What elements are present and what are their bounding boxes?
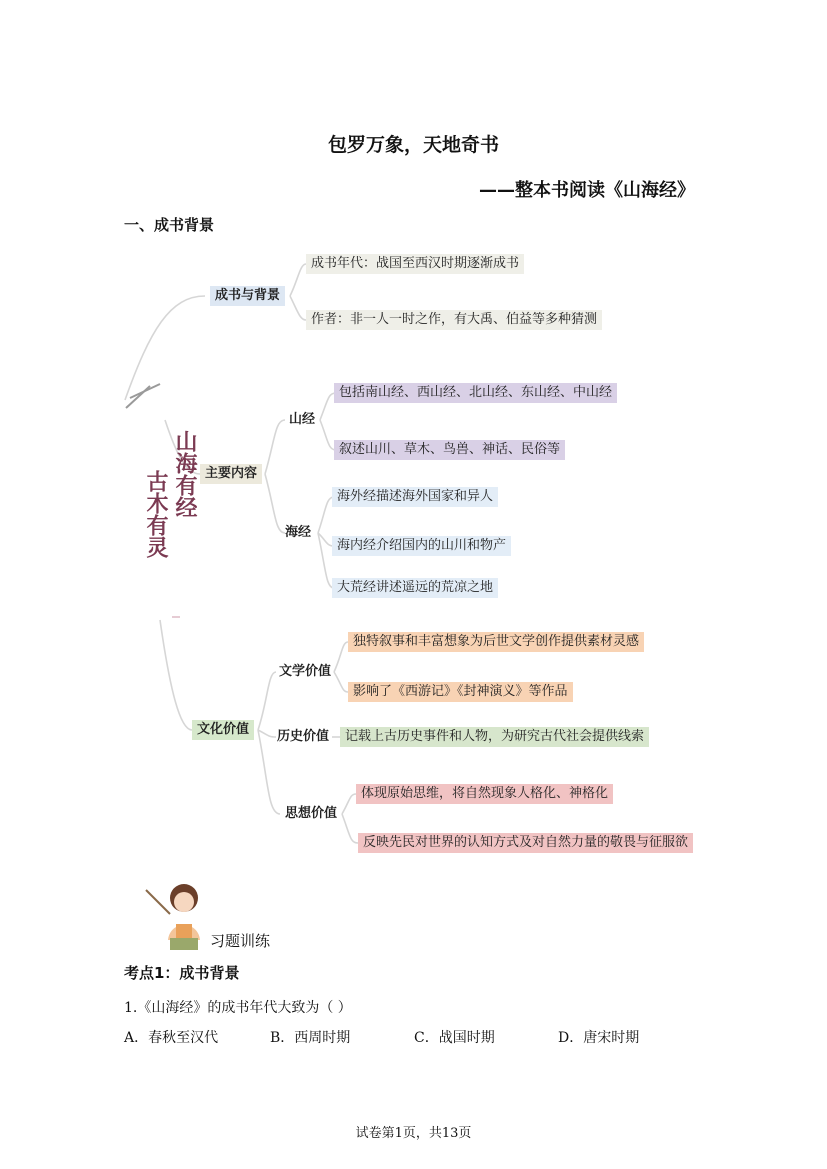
leaf-author: 作者：非一人一时之作，有大禹、伯益等多种猜测 <box>306 310 602 330</box>
document-subtitle: ——整本书阅读《山海经》 <box>479 180 695 201</box>
sub-label-historical: 历史价值 <box>277 729 330 744</box>
leaf-literary-2: 影响了《西游记》《封神演义》等作品 <box>348 682 573 702</box>
leaf-thought-1: 体现原始思维，将自然现象人格化、神格化 <box>356 784 613 804</box>
page-footer: 试卷第1页，共13页 <box>355 1126 472 1141</box>
section-heading: 一、成书背景 <box>124 216 215 234</box>
sub-label-haijing: 海经 <box>285 525 312 540</box>
leaf-shanjing-2: 叙述山川、草木、鸟兽、神话、民俗等 <box>334 440 565 460</box>
leaf-shanjing-1: 包括南山经、西山经、北山经、东山经、中山经 <box>334 383 617 403</box>
leaf-haijing-3: 大荒经讲述遥远的荒凉之地 <box>332 578 498 598</box>
teacher-illustration <box>140 880 210 952</box>
branch-label-background: 成书与背景 <box>210 286 285 306</box>
calligraphy-right: 山海有经 <box>172 430 198 518</box>
practice-label: 习题训练 <box>210 932 271 950</box>
option-d[interactable]: D．唐宋时期 <box>558 1030 640 1046</box>
leaf-historical-1: 记载上古历史事件和人物，为研究古代社会提供线索 <box>340 727 649 747</box>
leaf-haijing-1: 海外经描述海外国家和异人 <box>332 487 498 507</box>
option-b[interactable]: B．西周时期 <box>270 1030 351 1046</box>
leaf-haijing-2: 海内经介绍国内的山川和物产 <box>332 536 511 556</box>
leaf-literary-1: 独特叙事和丰富想象为后世文学创作提供素材灵感 <box>348 632 644 652</box>
question-1: 1.《山海经》的成书年代大致为（ ） <box>124 1000 352 1016</box>
document-title: 包罗万象，天地奇书 <box>327 134 499 156</box>
topic-heading: 考点1：成书背景 <box>124 964 240 982</box>
leaf-era: 成书年代：战国至西汉时期逐渐成书 <box>306 254 524 274</box>
option-a[interactable]: A．春秋至汉代 <box>124 1030 219 1046</box>
branch-label-content: 主要内容 <box>200 464 262 484</box>
calligraphy-left: 古木有灵 <box>143 470 169 558</box>
option-c[interactable]: C．战国时期 <box>414 1030 495 1046</box>
branch-label-value: 文化价值 <box>192 720 254 740</box>
sub-label-shanjing: 山经 <box>289 412 316 427</box>
sub-label-thought: 思想价值 <box>285 806 338 821</box>
leaf-thought-2: 反映先民对世界的认知方式及对自然力量的敬畏与征服欲 <box>358 833 693 853</box>
sub-label-literary: 文学价值 <box>279 664 332 679</box>
